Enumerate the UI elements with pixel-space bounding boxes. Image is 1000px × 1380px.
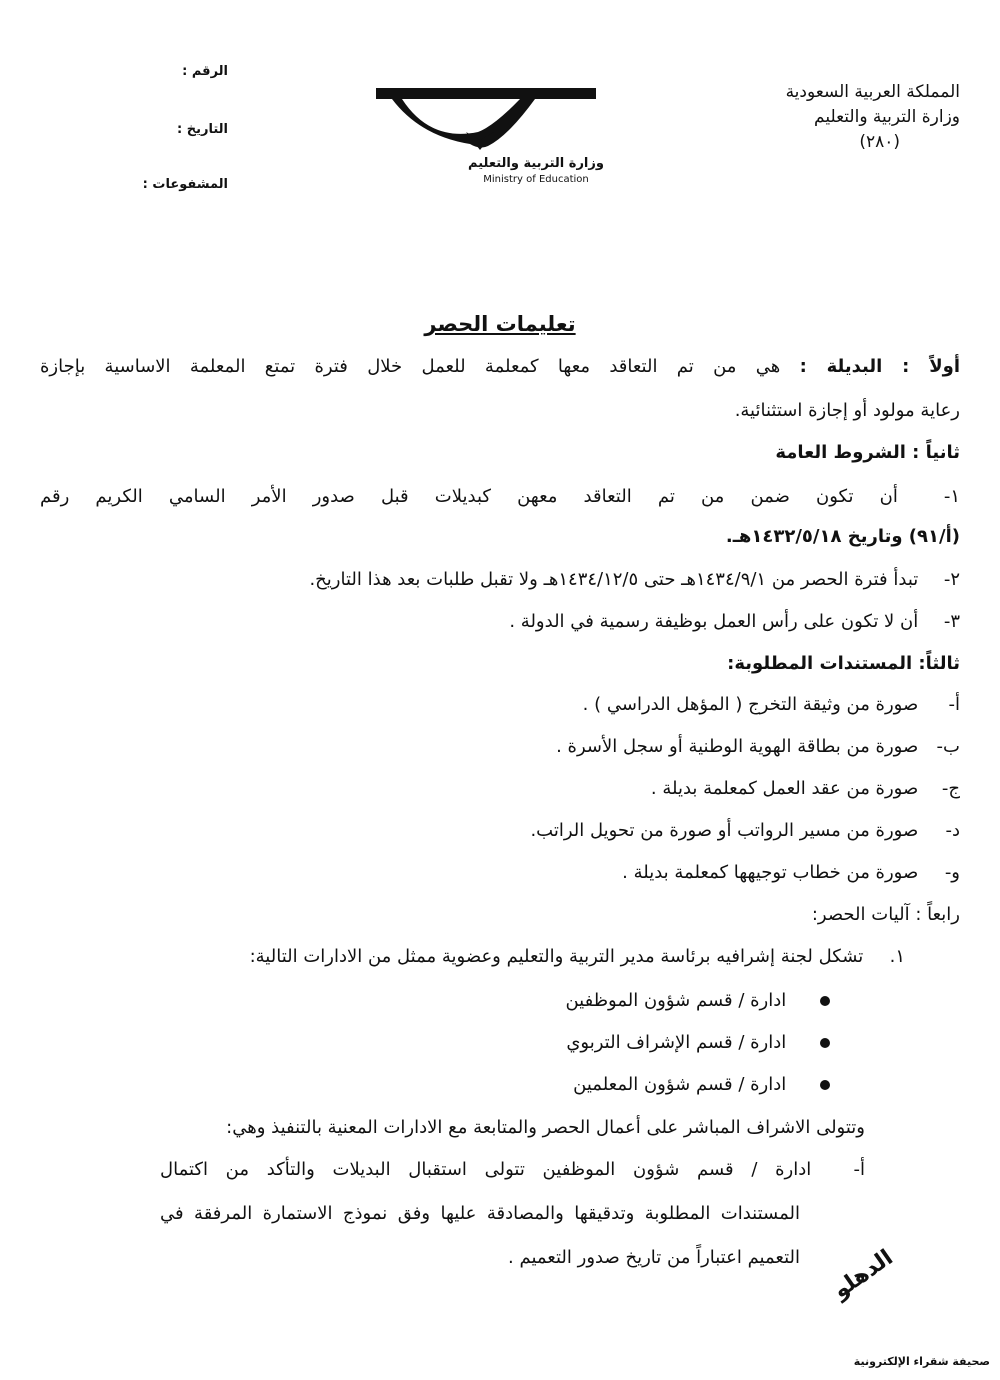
third-section-heading: ثالثاً: المستندات المطلوبة: <box>727 653 960 674</box>
supervision-text: وتتولى الاشراف المباشر على أعمال الحصر والمتابعة مع الادارات المعنية بالتنفيذ وهي: <box>226 1117 865 1138</box>
document-item-a-text: صورة من وثيقة التخرج ( المؤهل الدراسي ) . <box>582 694 919 715</box>
ministry-name: وزارة التربية والتعليم <box>814 107 960 127</box>
date-label: التاريخ : <box>177 122 228 137</box>
handwritten-signature: الدهلو <box>828 1245 898 1304</box>
condition-3-number: ٣- <box>943 611 960 632</box>
second-section-heading: ثانياً : الشروط العامة <box>775 442 960 463</box>
condition-2-text: تبدأ فترة الحصر من ١٤٣٤/٩/١هـ حتى ١٤٣٤/١٢/٥هـ ولا تقبل طلبات بعد هذا التاريخ. <box>309 569 919 590</box>
document-item-b-text: صورة من بطاقة الهوية الوطنية أو سجل الأسرة . <box>556 736 919 757</box>
document-item-e-letter: و- <box>944 862 960 883</box>
document-item-a <box>40 690 960 720</box>
document-item-b <box>40 732 960 762</box>
condition-1-text: أن تكون ضمن من تم التعاقد معهن كبديلات قبل صدور الأمر السامي الكريم رقم <box>40 486 898 507</box>
mechanism-item-1-number: ١. <box>889 946 905 967</box>
department-item-1-text: ادارة / قسم شؤون الموظفين <box>565 990 787 1011</box>
first-section-text: هي من تم التعاقد معها كمعلمة للعمل خلال فترة تمتع المعلمة الاساسية بإجازة <box>40 356 781 377</box>
department-item-1 <box>130 986 830 1016</box>
sub-item-a-line1 <box>160 1155 865 1185</box>
mechanism-item-1 <box>45 942 905 972</box>
condition-2 <box>40 565 960 595</box>
document-item-a-letter: أ- <box>948 694 960 715</box>
document-item-c-letter: ج- <box>941 778 960 799</box>
sub-item-a-line3: التعميم اعتباراً من تاريخ صدور التعميم . <box>508 1247 800 1268</box>
department-item-3-text: ادارة / قسم شؤون المعلمين <box>573 1074 787 1095</box>
ministry-logo <box>370 80 610 190</box>
letterhead-kingdom-block <box>700 80 960 155</box>
logo-arabic-text: وزارة التربية والتعليم <box>468 156 604 171</box>
first-section-line2: رعاية مولود أو إجازة استثنائية. <box>734 400 960 421</box>
ref-number-label: الرقم : <box>182 64 228 79</box>
first-section-label: أولاً : البديلة : <box>799 356 960 377</box>
fourth-section-heading: رابعاً : آليات الحصر: <box>811 904 960 925</box>
sub-item-a-text: ادارة / قسم شؤون الموظفين تتولى استقبال البديلات والتأكد من اكتمال <box>160 1159 812 1180</box>
kingdom-name: المملكة العربية السعودية <box>785 82 960 102</box>
condition-1-number: ١- <box>943 486 960 507</box>
bullet-icon <box>820 1038 830 1048</box>
document-title: تعليمات الحصر <box>424 312 576 336</box>
sub-item-a-letter: أ- <box>853 1159 865 1180</box>
condition-1-line1 <box>40 482 960 512</box>
first-section-line1 <box>40 352 960 382</box>
sub-item-a-line2: المستندات المطلوبة وتدقيقها والمصادقة عليها وفق نموذج الاستمارة المرفقة في <box>160 1203 800 1224</box>
attachments-label: المشفوعات : <box>142 177 228 192</box>
department-item-3 <box>130 1070 830 1100</box>
document-item-c <box>40 774 960 804</box>
condition-3-text: أن لا تكون على رأس العمل بوظيفة رسمية في الدولة . <box>509 611 919 632</box>
document-item-d-letter: د- <box>945 820 960 841</box>
condition-3 <box>40 607 960 637</box>
document-item-e-text: صورة من خطاب توجيهها كمعلمة بديلة . <box>622 862 919 883</box>
ministry-logo-mark <box>370 80 610 160</box>
bullet-icon <box>820 996 830 1006</box>
department-item-2-text: ادارة / قسم الإشراف التربوي <box>566 1032 787 1053</box>
condition-2-number: ٢- <box>943 569 960 590</box>
document-item-b-letter: ب- <box>936 736 960 757</box>
document-item-d <box>40 816 960 846</box>
newspaper-watermark: صحيفة شقراء الإلكترونية <box>853 1355 990 1368</box>
mechanism-item-1-text: تشكل لجنة إشرافيه برئاسة مدير التربية والتعليم وعضوية ممثل من الادارات التالية: <box>249 946 864 967</box>
condition-1-line2: (أ/٩١) وتاريخ ١٤٣٢/٥/١٨هـ. <box>725 526 960 547</box>
bullet-icon <box>820 1080 830 1090</box>
logo-english-text: Ministry of Education <box>483 174 589 185</box>
document-item-c-text: صورة من عقد العمل كمعلمة بديلة . <box>650 778 919 799</box>
document-item-e <box>40 858 960 888</box>
document-item-d-text: صورة من مسير الرواتب أو صورة من تحويل الراتب. <box>530 820 919 841</box>
ministry-code: (٢٨٠) <box>859 132 900 152</box>
department-item-2 <box>130 1028 830 1058</box>
